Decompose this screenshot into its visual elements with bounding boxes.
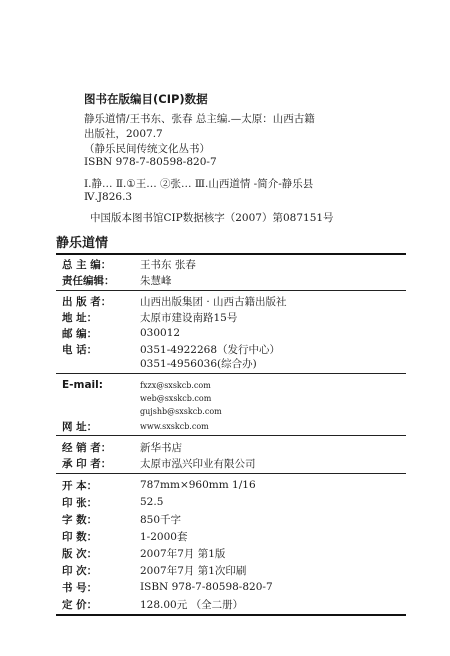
sheets-label: 印 张： (62, 496, 98, 509)
publisher-value: 山西出版集团 · 山西古籍出版社 (140, 295, 287, 308)
printing-value: 2007年7月 第1次印刷 (140, 564, 247, 577)
email-link-1[interactable]: fxzx@sxskcb.com (140, 380, 211, 390)
distributor-row (62, 439, 182, 455)
sheets-value: 52.5 (140, 496, 164, 508)
edition-row (62, 545, 225, 561)
bottom-divider (56, 614, 406, 616)
cip-line-3: （静乐民间传统文化丛书） (84, 143, 210, 155)
book-title: 静乐道情 (56, 236, 109, 251)
sheets-row (62, 494, 163, 510)
edition-value: 2007年7月 第1版 (140, 547, 226, 560)
responsible-editor-label: 责任编辑： (62, 274, 115, 287)
format-row (62, 477, 256, 493)
cip-line-4: ISBN 978-7-80598-820-7 (84, 156, 217, 168)
format-label: 开 本： (62, 479, 98, 492)
phone-row-2 (62, 355, 257, 371)
format-value: 787mm×960mm 1/16 (140, 479, 256, 491)
editor-row (62, 256, 196, 272)
title-divider (56, 253, 406, 255)
address-label: 地 址： (62, 311, 98, 324)
price-row (62, 596, 243, 612)
email-link-3[interactable]: gujshb@sxskcb.com (140, 406, 222, 416)
print-run-value: 1-2000套 (140, 530, 188, 543)
distributor-label: 经 销 者： (62, 441, 112, 454)
print-run-row (62, 528, 187, 544)
cip-line-6: Ⅳ.J826.3 (84, 191, 133, 203)
cip-line-5: Ⅰ.静… Ⅱ.①王… ②张… Ⅲ.山西道情 -简介-静乐县 (84, 178, 314, 190)
price-value: 128.00元 （全二册） (140, 598, 244, 611)
website-link[interactable]: www.sxskcb.com (140, 421, 209, 431)
divider (56, 290, 406, 291)
email-link-2[interactable]: web@sxskcb.com (140, 393, 212, 403)
phone-label: 电 话： (62, 343, 98, 356)
printer-label: 承 印 者： (62, 457, 112, 470)
phone-value: 0351-4922268（发行中心） (140, 343, 281, 356)
isbn-value: ISBN 978-7-80598-820-7 (140, 581, 273, 593)
email-label: E-mail: (62, 379, 103, 391)
address-row (62, 309, 237, 325)
word-count-value: 850千字 (140, 513, 182, 526)
address-value: 太原市建设南路15号 (140, 311, 238, 324)
website-label: 网 址： (62, 420, 98, 433)
divider (56, 435, 406, 436)
isbn-label: 书 号： (62, 581, 98, 594)
edition-label: 版 次： (62, 547, 98, 560)
phone-value-2: 0351-4956036(综合办) (140, 357, 257, 370)
responsible-editor-value: 朱慧峰 (140, 274, 172, 287)
postcode-label: 邮 编： (62, 327, 98, 340)
isbn-row (62, 579, 273, 595)
price-label: 定 价： (62, 598, 98, 611)
printer-row (62, 455, 256, 471)
divider (56, 473, 406, 474)
printer-value: 太原市泓兴印业有限公司 (140, 457, 256, 470)
print-run-label: 印 数： (62, 530, 98, 543)
word-count-label: 字 数： (62, 513, 98, 526)
cip-line-2: 出版社，2007.7 (84, 128, 163, 140)
printing-label: 印 次： (62, 564, 98, 577)
cip-line-1: 静乐道情/王书东、张春 总主编.—太原：山西古籍 (84, 113, 315, 125)
printing-row (62, 562, 246, 578)
postcode-value: 030012 (140, 327, 181, 339)
editor-value: 王书东 张春 (140, 258, 196, 271)
cip-data-number: 中国版本图书馆CIP数据核字（2007）第087151号 (90, 212, 334, 224)
editor-label: 总 主 编： (62, 258, 112, 271)
distributor-value: 新华书店 (140, 441, 182, 454)
postcode-row (62, 325, 180, 341)
website-row (62, 418, 209, 434)
word-count-row (62, 511, 181, 527)
publisher-row (62, 293, 287, 309)
responsible-editor-row (62, 272, 172, 288)
email-row-3 (62, 403, 222, 419)
cip-heading: 图书在版编目(CIP)数据 (84, 92, 208, 106)
divider (56, 373, 406, 374)
publisher-label: 出 版 者： (62, 295, 112, 308)
